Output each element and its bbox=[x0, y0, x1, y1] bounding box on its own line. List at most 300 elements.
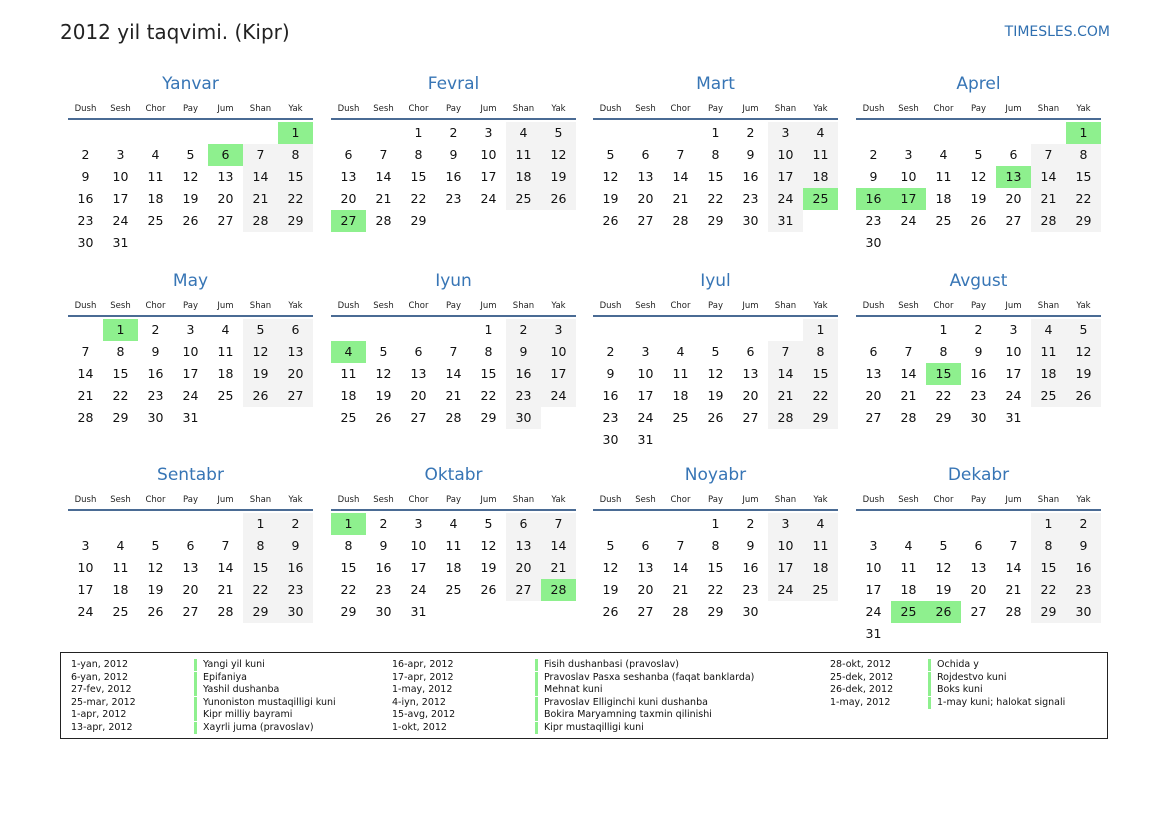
legend-holiday-name: Xayrli juma (pravoslav) bbox=[194, 722, 314, 734]
legend-holiday-name: 1-may kuni; halokat signali bbox=[928, 697, 1065, 709]
weekday-label: Sesh bbox=[898, 495, 919, 505]
day-cell: 8 bbox=[939, 344, 948, 359]
day-cell: 26 bbox=[147, 604, 164, 619]
legend-holiday-name: Yashil dushanba bbox=[194, 684, 279, 696]
day-cell: 20 bbox=[637, 191, 654, 206]
day-cell: 24 bbox=[112, 213, 129, 228]
weekday-label: Pay bbox=[183, 301, 198, 311]
day-cell: 29 bbox=[935, 410, 952, 425]
weekday-label: Chor bbox=[933, 495, 954, 505]
day-cell: 3 bbox=[541, 319, 576, 341]
day-cell: 9 bbox=[869, 169, 878, 184]
day-cell: 8 bbox=[711, 147, 720, 162]
day-cell: 4 bbox=[506, 122, 541, 144]
weekday-label: Chor bbox=[670, 495, 691, 505]
day-cell: 15 bbox=[480, 366, 497, 381]
day-cell: 18 bbox=[506, 166, 541, 188]
weekday-label: Sesh bbox=[635, 104, 656, 114]
legend-date: 16-apr, 2012 bbox=[392, 659, 454, 670]
day-cell: 22 bbox=[112, 388, 129, 403]
day-cell: 11 bbox=[935, 169, 952, 184]
day-cell: 23 bbox=[375, 582, 392, 597]
day-cell: 20 bbox=[637, 582, 654, 597]
day-cell: 19 bbox=[147, 582, 164, 597]
day-cell: 25 bbox=[1031, 385, 1066, 407]
day-cell: 31 bbox=[410, 604, 427, 619]
day-cell: 21 bbox=[243, 188, 278, 210]
legend-date: 1-yan, 2012 bbox=[71, 659, 128, 670]
day-cell: 11 bbox=[112, 560, 129, 575]
weekday-label: Yak bbox=[813, 104, 828, 114]
day-cell: 17 bbox=[1005, 366, 1022, 381]
day-cell: 18 bbox=[147, 191, 164, 206]
day-cell: 11 bbox=[340, 366, 357, 381]
day-cell: 28 bbox=[1031, 210, 1066, 232]
day-cell: 8 bbox=[1066, 144, 1101, 166]
day-cell: 3 bbox=[414, 516, 423, 531]
day-cell: 26 bbox=[182, 213, 199, 228]
weekday-label: Sesh bbox=[110, 104, 131, 114]
day-cell: 12 bbox=[480, 538, 497, 553]
legend-date: 28-okt, 2012 bbox=[830, 659, 891, 670]
day-cell: 6 bbox=[869, 344, 878, 359]
day-cell: 31 bbox=[112, 235, 129, 250]
day-cell: 23 bbox=[970, 388, 987, 403]
day-cell: 11 bbox=[217, 344, 234, 359]
day-cell: 25 bbox=[112, 604, 129, 619]
day-cell: 20 bbox=[506, 557, 541, 579]
day-cell: 13 bbox=[278, 341, 313, 363]
weekday-label: Jum bbox=[217, 301, 234, 311]
weekday-label: Dush bbox=[337, 301, 360, 311]
day-cell: 17 bbox=[865, 582, 882, 597]
day-cell: 29 bbox=[278, 210, 313, 232]
day-cell: 31 bbox=[1005, 410, 1022, 425]
month-divider bbox=[856, 118, 1101, 120]
day-cell: 14 bbox=[672, 560, 689, 575]
day-cell: 20 bbox=[278, 363, 313, 385]
day-cell: 21 bbox=[1005, 582, 1022, 597]
day-cell: 2 bbox=[278, 513, 313, 535]
day-cell: 8 bbox=[344, 538, 353, 553]
weekday-label: Dush bbox=[862, 104, 885, 114]
holiday-day-cell: 1 bbox=[278, 122, 313, 144]
day-cell: 24 bbox=[410, 582, 427, 597]
weekday-label: Shan bbox=[512, 301, 535, 311]
day-cell: 9 bbox=[449, 147, 458, 162]
holiday-legend bbox=[60, 652, 1108, 739]
day-cell: 3 bbox=[768, 513, 803, 535]
day-cell: 7 bbox=[221, 538, 230, 553]
day-cell: 6 bbox=[746, 344, 755, 359]
weekday-label: Yak bbox=[288, 495, 303, 505]
weekday-label: Pay bbox=[971, 104, 986, 114]
day-cell: 9 bbox=[278, 535, 313, 557]
day-cell: 27 bbox=[278, 385, 313, 407]
day-cell: 16 bbox=[742, 560, 759, 575]
month-name: Fevral bbox=[427, 74, 480, 94]
day-cell: 25 bbox=[445, 582, 462, 597]
weekday-label: Chor bbox=[933, 301, 954, 311]
day-cell: 19 bbox=[935, 582, 952, 597]
day-cell: 10 bbox=[1005, 344, 1022, 359]
day-cell: 26 bbox=[541, 188, 576, 210]
day-cell: 11 bbox=[900, 560, 917, 575]
day-cell: 26 bbox=[602, 604, 619, 619]
day-cell: 24 bbox=[900, 213, 917, 228]
day-cell: 27 bbox=[182, 604, 199, 619]
day-cell: 17 bbox=[182, 366, 199, 381]
day-cell: 28 bbox=[672, 604, 689, 619]
weekday-label: Dush bbox=[599, 104, 622, 114]
weekday-label: Jum bbox=[1005, 104, 1022, 114]
day-cell: 2 bbox=[974, 322, 983, 337]
weekday-label: Shan bbox=[774, 495, 797, 505]
day-cell: 10 bbox=[865, 560, 882, 575]
day-cell: 20 bbox=[217, 191, 234, 206]
weekday-label: Jum bbox=[480, 301, 497, 311]
day-cell: 16 bbox=[506, 363, 541, 385]
day-cell: 15 bbox=[278, 166, 313, 188]
day-cell: 6 bbox=[641, 147, 650, 162]
day-cell: 28 bbox=[217, 604, 234, 619]
holiday-day-cell: 13 bbox=[996, 166, 1031, 188]
day-cell: 3 bbox=[641, 344, 650, 359]
legend-holiday-name: Yangi yil kuni bbox=[194, 659, 265, 671]
weekday-label: Chor bbox=[408, 301, 429, 311]
day-cell: 19 bbox=[375, 388, 392, 403]
day-cell: 8 bbox=[711, 538, 720, 553]
day-cell: 20 bbox=[410, 388, 427, 403]
day-cell: 11 bbox=[506, 144, 541, 166]
day-cell: 22 bbox=[480, 388, 497, 403]
weekday-label: Pay bbox=[708, 301, 723, 311]
day-cell: 3 bbox=[186, 322, 195, 337]
weekday-label: Jum bbox=[217, 495, 234, 505]
day-cell: 17 bbox=[768, 557, 803, 579]
legend-date: 25-dek, 2012 bbox=[830, 671, 894, 683]
day-cell: 16 bbox=[375, 560, 392, 575]
day-cell: 15 bbox=[340, 560, 357, 575]
day-cell: 13 bbox=[865, 366, 882, 381]
day-cell: 21 bbox=[541, 557, 576, 579]
day-cell: 12 bbox=[182, 169, 199, 184]
day-cell: 7 bbox=[1009, 538, 1018, 553]
day-cell: 15 bbox=[707, 169, 724, 184]
day-cell: 1 bbox=[711, 516, 720, 531]
day-cell: 12 bbox=[970, 169, 987, 184]
day-cell: 14 bbox=[1005, 560, 1022, 575]
weekday-label: Jum bbox=[742, 301, 759, 311]
day-cell: 18 bbox=[112, 582, 129, 597]
day-cell: 2 bbox=[746, 125, 755, 140]
holiday-day-cell: 26 bbox=[926, 601, 961, 623]
day-cell: 23 bbox=[602, 410, 619, 425]
day-cell: 16 bbox=[602, 388, 619, 403]
day-cell: 8 bbox=[803, 341, 838, 363]
day-cell: 27 bbox=[742, 410, 759, 425]
day-cell: 27 bbox=[506, 579, 541, 601]
day-cell: 29 bbox=[243, 601, 278, 623]
day-cell: 29 bbox=[1031, 601, 1066, 623]
day-cell: 4 bbox=[449, 516, 458, 531]
month-divider bbox=[331, 315, 576, 317]
weekday-label: Dush bbox=[74, 301, 97, 311]
legend-holiday-name: Pravoslav Pasxa seshanba (faqat banklarda) bbox=[535, 672, 754, 684]
weekday-label: Pay bbox=[183, 104, 198, 114]
day-cell: 4 bbox=[939, 147, 948, 162]
holiday-day-cell: 1 bbox=[331, 513, 366, 535]
day-cell: 26 bbox=[1066, 385, 1101, 407]
day-cell: 12 bbox=[375, 366, 392, 381]
month-name: Iyul bbox=[700, 271, 731, 291]
month-name: Dekabr bbox=[947, 465, 1010, 485]
day-cell: 10 bbox=[541, 341, 576, 363]
weekday-label: Pay bbox=[446, 301, 461, 311]
weekday-label: Yak bbox=[288, 104, 303, 114]
day-cell: 27 bbox=[410, 410, 427, 425]
day-cell: 13 bbox=[637, 560, 654, 575]
legend-holiday-name: Fisih dushanbasi (pravoslav) bbox=[535, 659, 679, 671]
day-cell: 26 bbox=[602, 213, 619, 228]
weekday-label: Sesh bbox=[898, 301, 919, 311]
weekday-label: Shan bbox=[249, 495, 272, 505]
day-cell: 4 bbox=[803, 513, 838, 535]
weekday-label: Dush bbox=[74, 104, 97, 114]
month-name: Mart bbox=[696, 74, 735, 94]
day-cell: 10 bbox=[900, 169, 917, 184]
legend-holiday-name: Kipr mustaqilligi kuni bbox=[535, 722, 644, 734]
day-cell: 8 bbox=[414, 147, 423, 162]
holiday-day-cell: 27 bbox=[331, 210, 366, 232]
day-cell: 1 bbox=[1031, 513, 1066, 535]
day-cell: 13 bbox=[410, 366, 427, 381]
day-cell: 1 bbox=[803, 319, 838, 341]
weekday-label: Dush bbox=[862, 301, 885, 311]
month-divider bbox=[593, 118, 838, 120]
day-cell: 7 bbox=[81, 344, 90, 359]
month-divider bbox=[68, 315, 313, 317]
legend-holiday-name: Rojdestvo kuni bbox=[928, 672, 1007, 684]
weekday-label: Jum bbox=[480, 495, 497, 505]
day-cell: 2 bbox=[151, 322, 160, 337]
month-divider bbox=[856, 509, 1101, 511]
month-name: Sentabr bbox=[157, 465, 224, 485]
day-cell: 25 bbox=[935, 213, 952, 228]
day-cell: 23 bbox=[506, 385, 541, 407]
month-name: Avgust bbox=[949, 271, 1008, 291]
legend-date: 17-apr, 2012 bbox=[392, 671, 454, 683]
day-cell: 25 bbox=[340, 410, 357, 425]
weekday-label: Pay bbox=[971, 495, 986, 505]
legend-date: 26-dek, 2012 bbox=[830, 684, 894, 696]
day-cell: 20 bbox=[340, 191, 357, 206]
day-cell: 27 bbox=[637, 213, 654, 228]
weekday-label: Dush bbox=[862, 495, 885, 505]
day-cell: 16 bbox=[445, 169, 462, 184]
month-divider bbox=[68, 118, 313, 120]
weekday-label: Sesh bbox=[373, 104, 394, 114]
day-cell: 10 bbox=[768, 144, 803, 166]
day-cell: 2 bbox=[449, 125, 458, 140]
month-divider bbox=[68, 509, 313, 511]
day-cell: 29 bbox=[340, 604, 357, 619]
day-cell: 28 bbox=[768, 407, 803, 429]
day-cell: 20 bbox=[865, 388, 882, 403]
day-cell: 23 bbox=[77, 213, 94, 228]
weekday-label: Sesh bbox=[373, 301, 394, 311]
day-cell: 14 bbox=[77, 366, 94, 381]
weekday-label: Jum bbox=[1005, 301, 1022, 311]
legend-date: 1-may, 2012 bbox=[830, 696, 891, 708]
day-cell: 19 bbox=[970, 191, 987, 206]
day-cell: 2 bbox=[506, 319, 541, 341]
day-cell: 25 bbox=[506, 188, 541, 210]
holiday-day-cell: 15 bbox=[926, 363, 961, 385]
day-cell: 19 bbox=[182, 191, 199, 206]
day-cell: 14 bbox=[768, 363, 803, 385]
day-cell: 10 bbox=[112, 169, 129, 184]
day-cell: 6 bbox=[414, 344, 423, 359]
month-name: Iyun bbox=[435, 271, 472, 291]
legend-date: 13-apr, 2012 bbox=[71, 722, 133, 733]
weekday-label: Shan bbox=[1037, 301, 1060, 311]
day-cell: 14 bbox=[672, 169, 689, 184]
day-cell: 30 bbox=[278, 601, 313, 623]
day-cell: 3 bbox=[1009, 322, 1018, 337]
weekday-label: Yak bbox=[1076, 301, 1091, 311]
day-cell: 7 bbox=[768, 341, 803, 363]
day-cell: 12 bbox=[935, 560, 952, 575]
day-cell: 4 bbox=[676, 344, 685, 359]
legend-holiday-name: Mehnat kuni bbox=[535, 684, 603, 696]
day-cell: 31 bbox=[768, 210, 803, 232]
day-cell: 30 bbox=[375, 604, 392, 619]
day-cell: 26 bbox=[970, 213, 987, 228]
day-cell: 13 bbox=[970, 560, 987, 575]
weekday-label: Chor bbox=[933, 104, 954, 114]
day-cell: 17 bbox=[637, 388, 654, 403]
day-cell: 19 bbox=[541, 166, 576, 188]
day-cell: 18 bbox=[803, 166, 838, 188]
day-cell: 4 bbox=[803, 122, 838, 144]
day-cell: 22 bbox=[340, 582, 357, 597]
day-cell: 3 bbox=[768, 122, 803, 144]
weekday-label: Chor bbox=[408, 495, 429, 505]
day-cell: 16 bbox=[278, 557, 313, 579]
day-cell: 18 bbox=[1031, 363, 1066, 385]
day-cell: 14 bbox=[217, 560, 234, 575]
weekday-label: Dush bbox=[337, 104, 360, 114]
day-cell: 7 bbox=[379, 147, 388, 162]
legend-date: 6-yan, 2012 bbox=[71, 671, 128, 683]
month-divider bbox=[593, 315, 838, 317]
day-cell: 13 bbox=[742, 366, 759, 381]
day-cell: 9 bbox=[606, 366, 615, 381]
weekday-label: Shan bbox=[1037, 104, 1060, 114]
day-cell: 5 bbox=[711, 344, 720, 359]
day-cell: 13 bbox=[217, 169, 234, 184]
weekday-label: Sesh bbox=[635, 301, 656, 311]
weekday-label: Pay bbox=[183, 495, 198, 505]
day-cell: 11 bbox=[147, 169, 164, 184]
day-cell: 2 bbox=[869, 147, 878, 162]
day-cell: 1 bbox=[711, 125, 720, 140]
legend-holiday-name: Boks kuni bbox=[928, 684, 983, 696]
weekday-label: Sesh bbox=[898, 104, 919, 114]
weekday-label: Shan bbox=[249, 104, 272, 114]
day-cell: 23 bbox=[147, 388, 164, 403]
day-cell: 2 bbox=[606, 344, 615, 359]
weekday-label: Pay bbox=[708, 104, 723, 114]
day-cell: 11 bbox=[803, 144, 838, 166]
day-cell: 20 bbox=[1005, 191, 1022, 206]
weekday-label: Shan bbox=[512, 495, 535, 505]
day-cell: 23 bbox=[278, 579, 313, 601]
weekday-label: Yak bbox=[813, 495, 828, 505]
day-cell: 7 bbox=[676, 147, 685, 162]
day-cell: 29 bbox=[1066, 210, 1101, 232]
day-cell: 25 bbox=[803, 579, 838, 601]
day-cell: 22 bbox=[278, 188, 313, 210]
legend-date: 1-apr, 2012 bbox=[71, 709, 127, 721]
day-cell: 12 bbox=[1066, 341, 1101, 363]
day-cell: 7 bbox=[243, 144, 278, 166]
day-cell: 21 bbox=[1031, 188, 1066, 210]
day-cell: 26 bbox=[480, 582, 497, 597]
day-cell: 17 bbox=[768, 166, 803, 188]
day-cell: 14 bbox=[541, 535, 576, 557]
day-cell: 2 bbox=[81, 147, 90, 162]
day-cell: 5 bbox=[379, 344, 388, 359]
day-cell: 7 bbox=[449, 344, 458, 359]
day-cell: 19 bbox=[602, 191, 619, 206]
holiday-day-cell: 25 bbox=[803, 188, 838, 210]
day-cell: 26 bbox=[375, 410, 392, 425]
day-cell: 5 bbox=[1066, 319, 1101, 341]
day-cell: 27 bbox=[637, 604, 654, 619]
weekday-label: Yak bbox=[1076, 495, 1091, 505]
day-cell: 15 bbox=[112, 366, 129, 381]
day-cell: 29 bbox=[803, 407, 838, 429]
weekday-label: Dush bbox=[599, 301, 622, 311]
day-cell: 28 bbox=[375, 213, 392, 228]
day-cell: 3 bbox=[81, 538, 90, 553]
day-cell: 25 bbox=[672, 410, 689, 425]
day-cell: 19 bbox=[707, 388, 724, 403]
weekday-label: Pay bbox=[708, 495, 723, 505]
day-cell: 21 bbox=[375, 191, 392, 206]
day-cell: 7 bbox=[1031, 144, 1066, 166]
day-cell: 29 bbox=[112, 410, 129, 425]
day-cell: 24 bbox=[541, 385, 576, 407]
weekday-label: Yak bbox=[288, 301, 303, 311]
brand-link[interactable]: TIMESLES.COM bbox=[1004, 24, 1110, 40]
day-cell: 12 bbox=[602, 560, 619, 575]
day-cell: 26 bbox=[707, 410, 724, 425]
day-cell: 4 bbox=[1031, 319, 1066, 341]
day-cell: 28 bbox=[1005, 604, 1022, 619]
day-cell: 3 bbox=[116, 147, 125, 162]
weekday-label: Chor bbox=[408, 104, 429, 114]
weekday-label: Dush bbox=[599, 495, 622, 505]
day-cell: 28 bbox=[672, 213, 689, 228]
day-cell: 11 bbox=[803, 535, 838, 557]
day-cell: 24 bbox=[77, 604, 94, 619]
day-cell: 14 bbox=[900, 366, 917, 381]
day-cell: 22 bbox=[1066, 188, 1101, 210]
day-cell: 17 bbox=[541, 363, 576, 385]
